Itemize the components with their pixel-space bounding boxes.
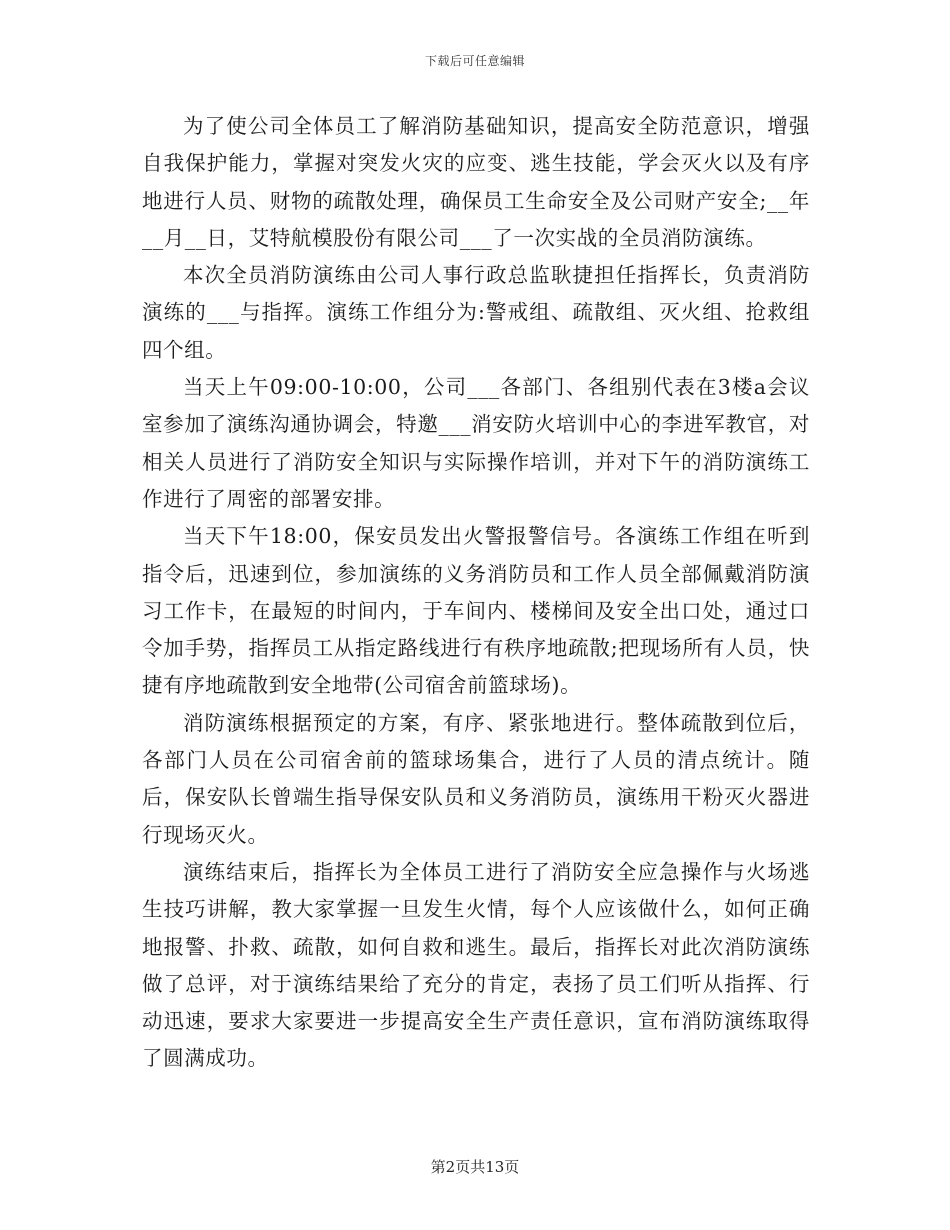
paragraph-1: 为了使公司全体员工了解消防基础知识，提高安全防范意识，增强自我保护能力，掌握对突发火灾的应变、逃生技能，学会灭火以及有序地进行人员、财物的疏散处理，确保员工生命安全及公司财产安全;__年__月__日，艾特航模股份有限公司___了一次实战的全员消防演练。 [142, 114, 810, 250]
paragraph-3: 当天上午09:00-10:00，公司___各部门、各组别代表在3楼a会议室参加了演练沟通协调会，特邀___消安防火培训中心的李进军教官，对相关人员进行了消防安全知识与实际操作培训，并对下午的消防演练工作进行了周密的部署安排。 [142, 375, 810, 511]
paragraph-4: 当天下午18:00，保安员发出火警报警信号。各演练工作组在听到指令后，迅速到位，参加演练的义务消防员和工作人员全部佩戴消防演习工作卡，在最短的时间内，于车间内、楼梯间及安全出口处，通过口令加手势，指挥员工从指定路线进行有秩序地疏散;把现场所有人员，快捷有序地疏散到安全地带(公司宿舍前篮球场)。 [142, 524, 810, 698]
page-header: 下载后可任意编辑 [424, 54, 525, 68]
paragraph-5: 消防演练根据预定的方案，有序、紧张地进行。整体疏散到位后，各部门人员在公司宿舍前的篮球场集合，进行了人员的清点统计。随后，保安队长曾端生指导保安队员和义务消防员，演练用干粉灭火器进行现场灭火。 [142, 710, 810, 847]
paragraph-2: 本次全员消防演练由公司人事行政总监耿捷担任指挥长，负责消防演练的___与指挥。演练工作组分为:警戒组、疏散组、灭火组、抢救组四个组。 [142, 263, 810, 362]
page-footer: 第2页共13页 [430, 1158, 520, 1176]
paragraph-6: 演练结束后，指挥长为全体员工进行了消防安全应急操作与火场逃生技巧讲解，教大家掌握一旦发生火情，每个人应该做什么，如何正确地报警、扑救、疏散，如何自救和逃生。最后，指挥长对此次消防演练做了总评，对于演练结果给了充分的肯定，表扬了员工们听从指挥、行动迅速，要求大家要进一步提高安全生产责任意识，宣布消防演练取得了圆满成功。 [142, 859, 810, 1071]
document-body [142, 108, 810, 1078]
